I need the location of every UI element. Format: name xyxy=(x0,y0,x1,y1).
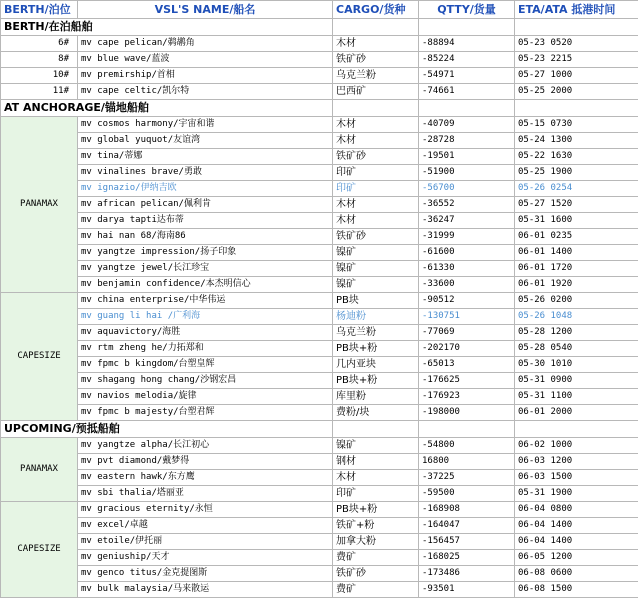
section-label: UPCOMING/预抵船舶 xyxy=(1,421,333,438)
table-row xyxy=(1,165,638,181)
section-blank-cell xyxy=(333,100,419,117)
eta: 05-31 1900 xyxy=(515,486,638,502)
quantity: -33600 xyxy=(419,277,515,293)
vessel-name: mv guang li hai /广利海 xyxy=(78,309,333,325)
eta: 05-23 0520 xyxy=(515,36,638,52)
cargo: 印矿 xyxy=(333,486,419,502)
quantity: -156457 xyxy=(419,534,515,550)
quantity: -28728 xyxy=(419,133,515,149)
eta: 06-01 2000 xyxy=(515,405,638,421)
cargo: 巴西矿 xyxy=(333,84,419,100)
table-row xyxy=(1,486,638,502)
vessel-name: mv fpmc b kingdom/台塑皇辉 xyxy=(78,357,333,373)
vessel-name: mv eastern hawk/东方鹰 xyxy=(78,470,333,486)
vessel-name: mv genco titus/金克提图斯 xyxy=(78,566,333,582)
quantity: -90512 xyxy=(419,293,515,309)
vessel-name: mv china enterprise/中华伟运 xyxy=(78,293,333,309)
berth-number: 8# xyxy=(1,52,78,68)
berth-number: 11# xyxy=(1,84,78,100)
section-blank-cell xyxy=(419,100,515,117)
cargo: 镍矿 xyxy=(333,438,419,454)
eta: 05-25 2000 xyxy=(515,84,638,100)
eta: 06-01 1720 xyxy=(515,261,638,277)
eta: 06-04 1400 xyxy=(515,534,638,550)
vessel-name: mv yangtze jewel/长江珍宝 xyxy=(78,261,333,277)
quantity: -130751 xyxy=(419,309,515,325)
table-row xyxy=(1,389,638,405)
quantity: -93501 xyxy=(419,582,515,598)
quantity: -74661 xyxy=(419,84,515,100)
eta: 06-04 1400 xyxy=(515,518,638,534)
cargo: 镍矿 xyxy=(333,261,419,277)
table-row xyxy=(1,325,638,341)
table-row xyxy=(1,357,638,373)
section-blank-cell xyxy=(419,19,515,36)
quantity: -164047 xyxy=(419,518,515,534)
cargo: 铁矿砂 xyxy=(333,149,419,165)
vessel-name: mv bulk malaysia/马来散运 xyxy=(78,582,333,598)
eta: 05-28 0540 xyxy=(515,341,638,357)
cargo: 印矿 xyxy=(333,181,419,197)
section-anchorage xyxy=(1,100,638,117)
table-row xyxy=(1,566,638,582)
quantity: -19501 xyxy=(419,149,515,165)
eta: 05-27 1000 xyxy=(515,68,638,84)
cargo: 铁矿砂 xyxy=(333,52,419,68)
eta: 05-22 1630 xyxy=(515,149,638,165)
table-row xyxy=(1,518,638,534)
berth-number: 10# xyxy=(1,68,78,84)
section-blank-cell xyxy=(333,421,419,438)
quantity: -61600 xyxy=(419,245,515,261)
table-row xyxy=(1,68,638,84)
eta: 05-31 0900 xyxy=(515,373,638,389)
cargo: 木材 xyxy=(333,213,419,229)
eta: 06-05 1200 xyxy=(515,550,638,566)
eta: 06-08 0600 xyxy=(515,566,638,582)
section-blank-cell xyxy=(333,19,419,36)
quantity: -31999 xyxy=(419,229,515,245)
table-row xyxy=(1,181,638,197)
section-blank-cell xyxy=(419,421,515,438)
table-row xyxy=(1,341,638,357)
eta: 06-01 0235 xyxy=(515,229,638,245)
quantity: -36247 xyxy=(419,213,515,229)
cargo: 木材 xyxy=(333,470,419,486)
quantity: 16800 xyxy=(419,454,515,470)
table-row xyxy=(1,229,638,245)
group-panamax: PANAMAX xyxy=(1,438,78,502)
eta: 05-26 1048 xyxy=(515,309,638,325)
section-label: BERTH/在泊船舶 xyxy=(1,19,333,36)
quantity: -168025 xyxy=(419,550,515,566)
table-row xyxy=(1,470,638,486)
table-row xyxy=(1,582,638,598)
header-row xyxy=(1,1,638,19)
eta: 06-08 1500 xyxy=(515,582,638,598)
vessel-name: mv shagang hong chang/沙钢宏昌 xyxy=(78,373,333,389)
cargo: PB块+粉 xyxy=(333,502,419,518)
cargo: PB块+粉 xyxy=(333,373,419,389)
vessel-name: mv darya tapti达布蒂 xyxy=(78,213,333,229)
quantity: -202170 xyxy=(419,341,515,357)
cargo: 木材 xyxy=(333,133,419,149)
vessel-name: mv excel/卓越 xyxy=(78,518,333,534)
vessel-name: mv cape celtic/凯尔特 xyxy=(78,84,333,100)
eta: 06-01 1920 xyxy=(515,277,638,293)
section-label: AT ANCHORAGE/锚地船舶 xyxy=(1,100,333,117)
vessel-name: mv aquavictory/海胜 xyxy=(78,325,333,341)
vessel-name: mv pvt diamond/戴梦得 xyxy=(78,454,333,470)
vessel-name: mv gracious eternity/永恒 xyxy=(78,502,333,518)
vessel-name: mv cape pelican/鹈鹕角 xyxy=(78,36,333,52)
table-row xyxy=(1,84,638,100)
vessel-name: mv geniuship/天才 xyxy=(78,550,333,566)
table-row xyxy=(1,197,638,213)
eta: 05-23 2215 xyxy=(515,52,638,68)
quantity: -59500 xyxy=(419,486,515,502)
eta: 05-28 1200 xyxy=(515,325,638,341)
cargo: 木材 xyxy=(333,197,419,213)
table-row xyxy=(1,149,638,165)
section-blank-cell xyxy=(515,19,638,36)
eta: 05-15 0730 xyxy=(515,117,638,133)
table-row xyxy=(1,52,638,68)
header-eta: ETA/ATA 抵港时间 xyxy=(515,1,638,19)
cargo: 铁矿砂 xyxy=(333,566,419,582)
table-row xyxy=(1,438,638,454)
eta: 06-01 1400 xyxy=(515,245,638,261)
section-berth xyxy=(1,19,638,36)
table-row xyxy=(1,213,638,229)
vessel-name: mv ignazio/伊纳吉欧 xyxy=(78,181,333,197)
table-row xyxy=(1,405,638,421)
vessel-name: mv fpmc b majesty/台塑君辉 xyxy=(78,405,333,421)
cargo: 乌克兰粉 xyxy=(333,325,419,341)
cargo: PB块+粉 xyxy=(333,341,419,357)
quantity: -176923 xyxy=(419,389,515,405)
berth-number: 6# xyxy=(1,36,78,52)
eta: 05-26 0254 xyxy=(515,181,638,197)
cargo: 钢材 xyxy=(333,454,419,470)
cargo: 印矿 xyxy=(333,165,419,181)
quantity: -51900 xyxy=(419,165,515,181)
vessel-name: mv etoile/伊托丽 xyxy=(78,534,333,550)
eta: 05-30 1010 xyxy=(515,357,638,373)
vessel-name: mv african pelican/佩利肯 xyxy=(78,197,333,213)
quantity: -85224 xyxy=(419,52,515,68)
eta: 06-03 1200 xyxy=(515,454,638,470)
group-capesize: CAPESIZE xyxy=(1,502,78,598)
cargo: 木材 xyxy=(333,117,419,133)
cargo: 镍矿 xyxy=(333,277,419,293)
cargo: 费矿 xyxy=(333,582,419,598)
vessel-name: mv vinalines brave/勇敢 xyxy=(78,165,333,181)
quantity: -36552 xyxy=(419,197,515,213)
quantity: -88894 xyxy=(419,36,515,52)
cargo: 费矿 xyxy=(333,550,419,566)
vessel-name: mv global yuquot/友谊湾 xyxy=(78,133,333,149)
quantity: -176625 xyxy=(419,373,515,389)
eta: 05-25 1900 xyxy=(515,165,638,181)
quantity: -198000 xyxy=(419,405,515,421)
cargo: 加拿大粉 xyxy=(333,534,419,550)
eta: 05-27 1520 xyxy=(515,197,638,213)
vessel-name: mv sbi thalia/塔丽亚 xyxy=(78,486,333,502)
cargo: 铁矿+粉 xyxy=(333,518,419,534)
header-qtty: QTTY/货量 xyxy=(419,1,515,19)
eta: 05-26 0200 xyxy=(515,293,638,309)
table-row xyxy=(1,502,638,518)
quantity: -40709 xyxy=(419,117,515,133)
quantity: -37225 xyxy=(419,470,515,486)
cargo: 铁矿砂 xyxy=(333,229,419,245)
table-row xyxy=(1,373,638,389)
vessel-name: mv tina/蒂娜 xyxy=(78,149,333,165)
vessel-name: mv hai nan 68/海南86 xyxy=(78,229,333,245)
vessel-name: mv premirship/首相 xyxy=(78,68,333,84)
eta: 06-03 1500 xyxy=(515,470,638,486)
vessel-name: mv blue wave/蓝波 xyxy=(78,52,333,68)
eta: 06-02 1000 xyxy=(515,438,638,454)
group-capesize: CAPESIZE xyxy=(1,293,78,421)
table-row xyxy=(1,309,638,325)
quantity: -54800 xyxy=(419,438,515,454)
cargo: PB块 xyxy=(333,293,419,309)
cargo: 木材 xyxy=(333,36,419,52)
quantity: -168908 xyxy=(419,502,515,518)
quantity: -56700 xyxy=(419,181,515,197)
vessel-name: mv navios melodia/旋律 xyxy=(78,389,333,405)
header-berth: BERTH/泊位 xyxy=(1,1,78,19)
eta: 05-31 1100 xyxy=(515,389,638,405)
section-blank-cell xyxy=(515,100,638,117)
group-panamax: PANAMAX xyxy=(1,117,78,293)
eta: 06-04 0800 xyxy=(515,502,638,518)
quantity: -65013 xyxy=(419,357,515,373)
table-row xyxy=(1,534,638,550)
table-row xyxy=(1,293,638,309)
vessel-name: mv yangtze alpha/长江初心 xyxy=(78,438,333,454)
table-row xyxy=(1,261,638,277)
table-row xyxy=(1,36,638,52)
vessel-name: mv rtm zheng he/力拓郑和 xyxy=(78,341,333,357)
table-row xyxy=(1,117,638,133)
header-cargo: CARGO/货种 xyxy=(333,1,419,19)
cargo: 几内亚块 xyxy=(333,357,419,373)
eta: 05-31 1600 xyxy=(515,213,638,229)
quantity: -54971 xyxy=(419,68,515,84)
vessel-name: mv yangtze impression/扬子印象 xyxy=(78,245,333,261)
quantity: -77069 xyxy=(419,325,515,341)
table-row xyxy=(1,245,638,261)
table-row xyxy=(1,133,638,149)
cargo: 费粉/块 xyxy=(333,405,419,421)
section-upcoming xyxy=(1,421,638,438)
vessel-name: mv cosmos harmony/宇宙和谐 xyxy=(78,117,333,133)
table-row xyxy=(1,454,638,470)
quantity: -173486 xyxy=(419,566,515,582)
eta: 05-24 1300 xyxy=(515,133,638,149)
cargo: 镍矿 xyxy=(333,245,419,261)
cargo: 乌克兰粉 xyxy=(333,68,419,84)
section-blank-cell xyxy=(515,421,638,438)
header-vsl-name: VSL'S NAME/船名 xyxy=(78,1,333,19)
quantity: -61330 xyxy=(419,261,515,277)
cargo: 库里粉 xyxy=(333,389,419,405)
cargo: 杨迪粉 xyxy=(333,309,419,325)
vessel-name: mv benjamin confidence/本杰明信心 xyxy=(78,277,333,293)
table-row xyxy=(1,550,638,566)
table-row xyxy=(1,277,638,293)
